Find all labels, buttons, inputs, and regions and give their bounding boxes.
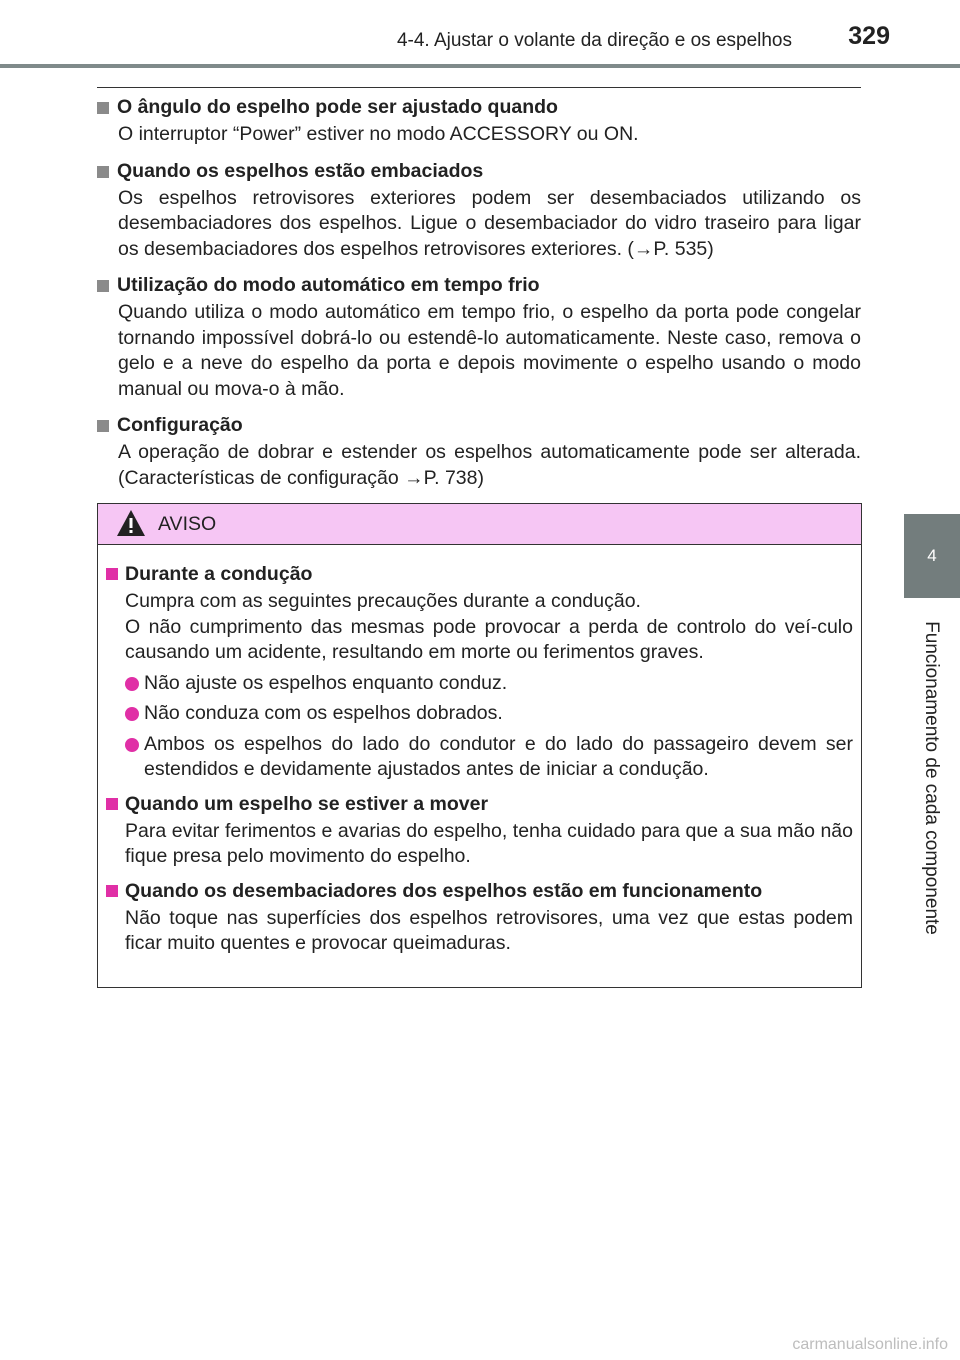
circle-bullet-icon [125,707,139,721]
section-title: O ângulo do espelho pode ser ajustado quando [117,96,558,118]
content-rule [97,87,861,88]
square-bullet-icon [97,102,109,114]
section-body: A operação de dobrar e estender os espelhos automaticamente pode ser alterada. (Características de configuração →P. 738) [118,441,861,489]
square-bullet-icon [97,280,109,292]
list-item: Ambos os espelhos do lado do condutor e do lado do passageiro devem ser estendidos e devidamente ajustados antes de iniciar a condução. [125,732,853,783]
square-bullet-icon [106,798,118,810]
watermark: carmanualsonline.info [792,1336,948,1353]
square-bullet-icon [97,420,109,432]
warning-box [97,503,862,988]
warning-section-title: Quando um espelho se estiver a mover [125,792,489,815]
warning-label: AVISO [158,513,217,535]
warning-section-defoggers [106,876,853,957]
chapter-tab [904,514,960,598]
section-mirror-angle [97,93,861,148]
warning-body [98,545,861,957]
circle-bullet-icon [125,738,139,752]
section-fogged-mirrors [97,157,861,263]
section-body: Quando utiliza o modo automático em tempo frio, o espelho da porta pode congelar tornando impossível dobrá-lo ou estendê-lo automaticamente. Neste caso, remova o gelo e a neve do espelho da porta e depois movimente o espelho usando o modo manual ou mova-o à mão. [118,301,861,400]
warning-bullet-list [106,671,853,783]
chapter-tab-label: Funcionamento de cada componente [921,621,942,935]
main-content [97,93,861,500]
list-item: Não ajuste os espelhos enquanto conduz. [125,671,853,697]
warning-section-driving [106,559,853,783]
circle-bullet-icon [125,677,139,691]
warning-section-mirror-moving [106,789,853,870]
warning-section-title: Durante a condução [125,563,313,585]
section-title: Configuração [117,414,243,436]
warning-text: O não cumprimento das mesmas pode provocar a perda de controlo do veí-culo causando um acidente, resultando em morte ou ferimentos graves. [125,615,853,663]
chapter-title: 4-4. Ajustar o volante da direção e os espelhos [396,30,792,51]
warning-section-title: Quando os desembaciadores dos espelhos estão em funcionamento [125,879,763,902]
section-body: O interruptor “Power” estiver no modo ACCESSORY ou ON. [118,123,639,145]
warning-header [98,504,861,545]
section-cold-weather [97,271,861,402]
warning-text: Cumpra com as seguintes precauções durante a condução. [125,590,641,612]
warning-triangle-icon [116,509,146,537]
page-number: 329 [848,22,890,50]
square-bullet-icon [97,166,109,178]
section-body: Os espelhos retrovisores exteriores podem ser desembaciados utilizando os desembaciadores dos espelhos. Ligue o desembaciador do vidro traseiro para ligar os desembaciadores dos espelhos retrovisores exteriores. (→P. 535) [118,186,861,260]
warning-text: Para evitar ferimentos e avarias do espelho, tenha cuidado para que a sua mão não fique presa pelo movimento do espelho. [125,819,853,867]
section-title: Quando os espelhos estão embaciados [117,159,484,182]
square-bullet-icon [106,885,118,897]
section-title: Utilização do modo automático em tempo frio [117,274,540,296]
list-item: Não conduza com os espelhos dobrados. [125,701,853,727]
section-configuration [97,411,861,491]
chapter-tab-number: 4 [927,546,937,565]
warning-text: Não toque nas superfícies dos espelhos retrovisores, uma vez que estas podem ficar muito quentes e provocar queimaduras. [125,906,853,954]
square-bullet-icon [106,568,118,580]
header-rule [0,64,960,68]
